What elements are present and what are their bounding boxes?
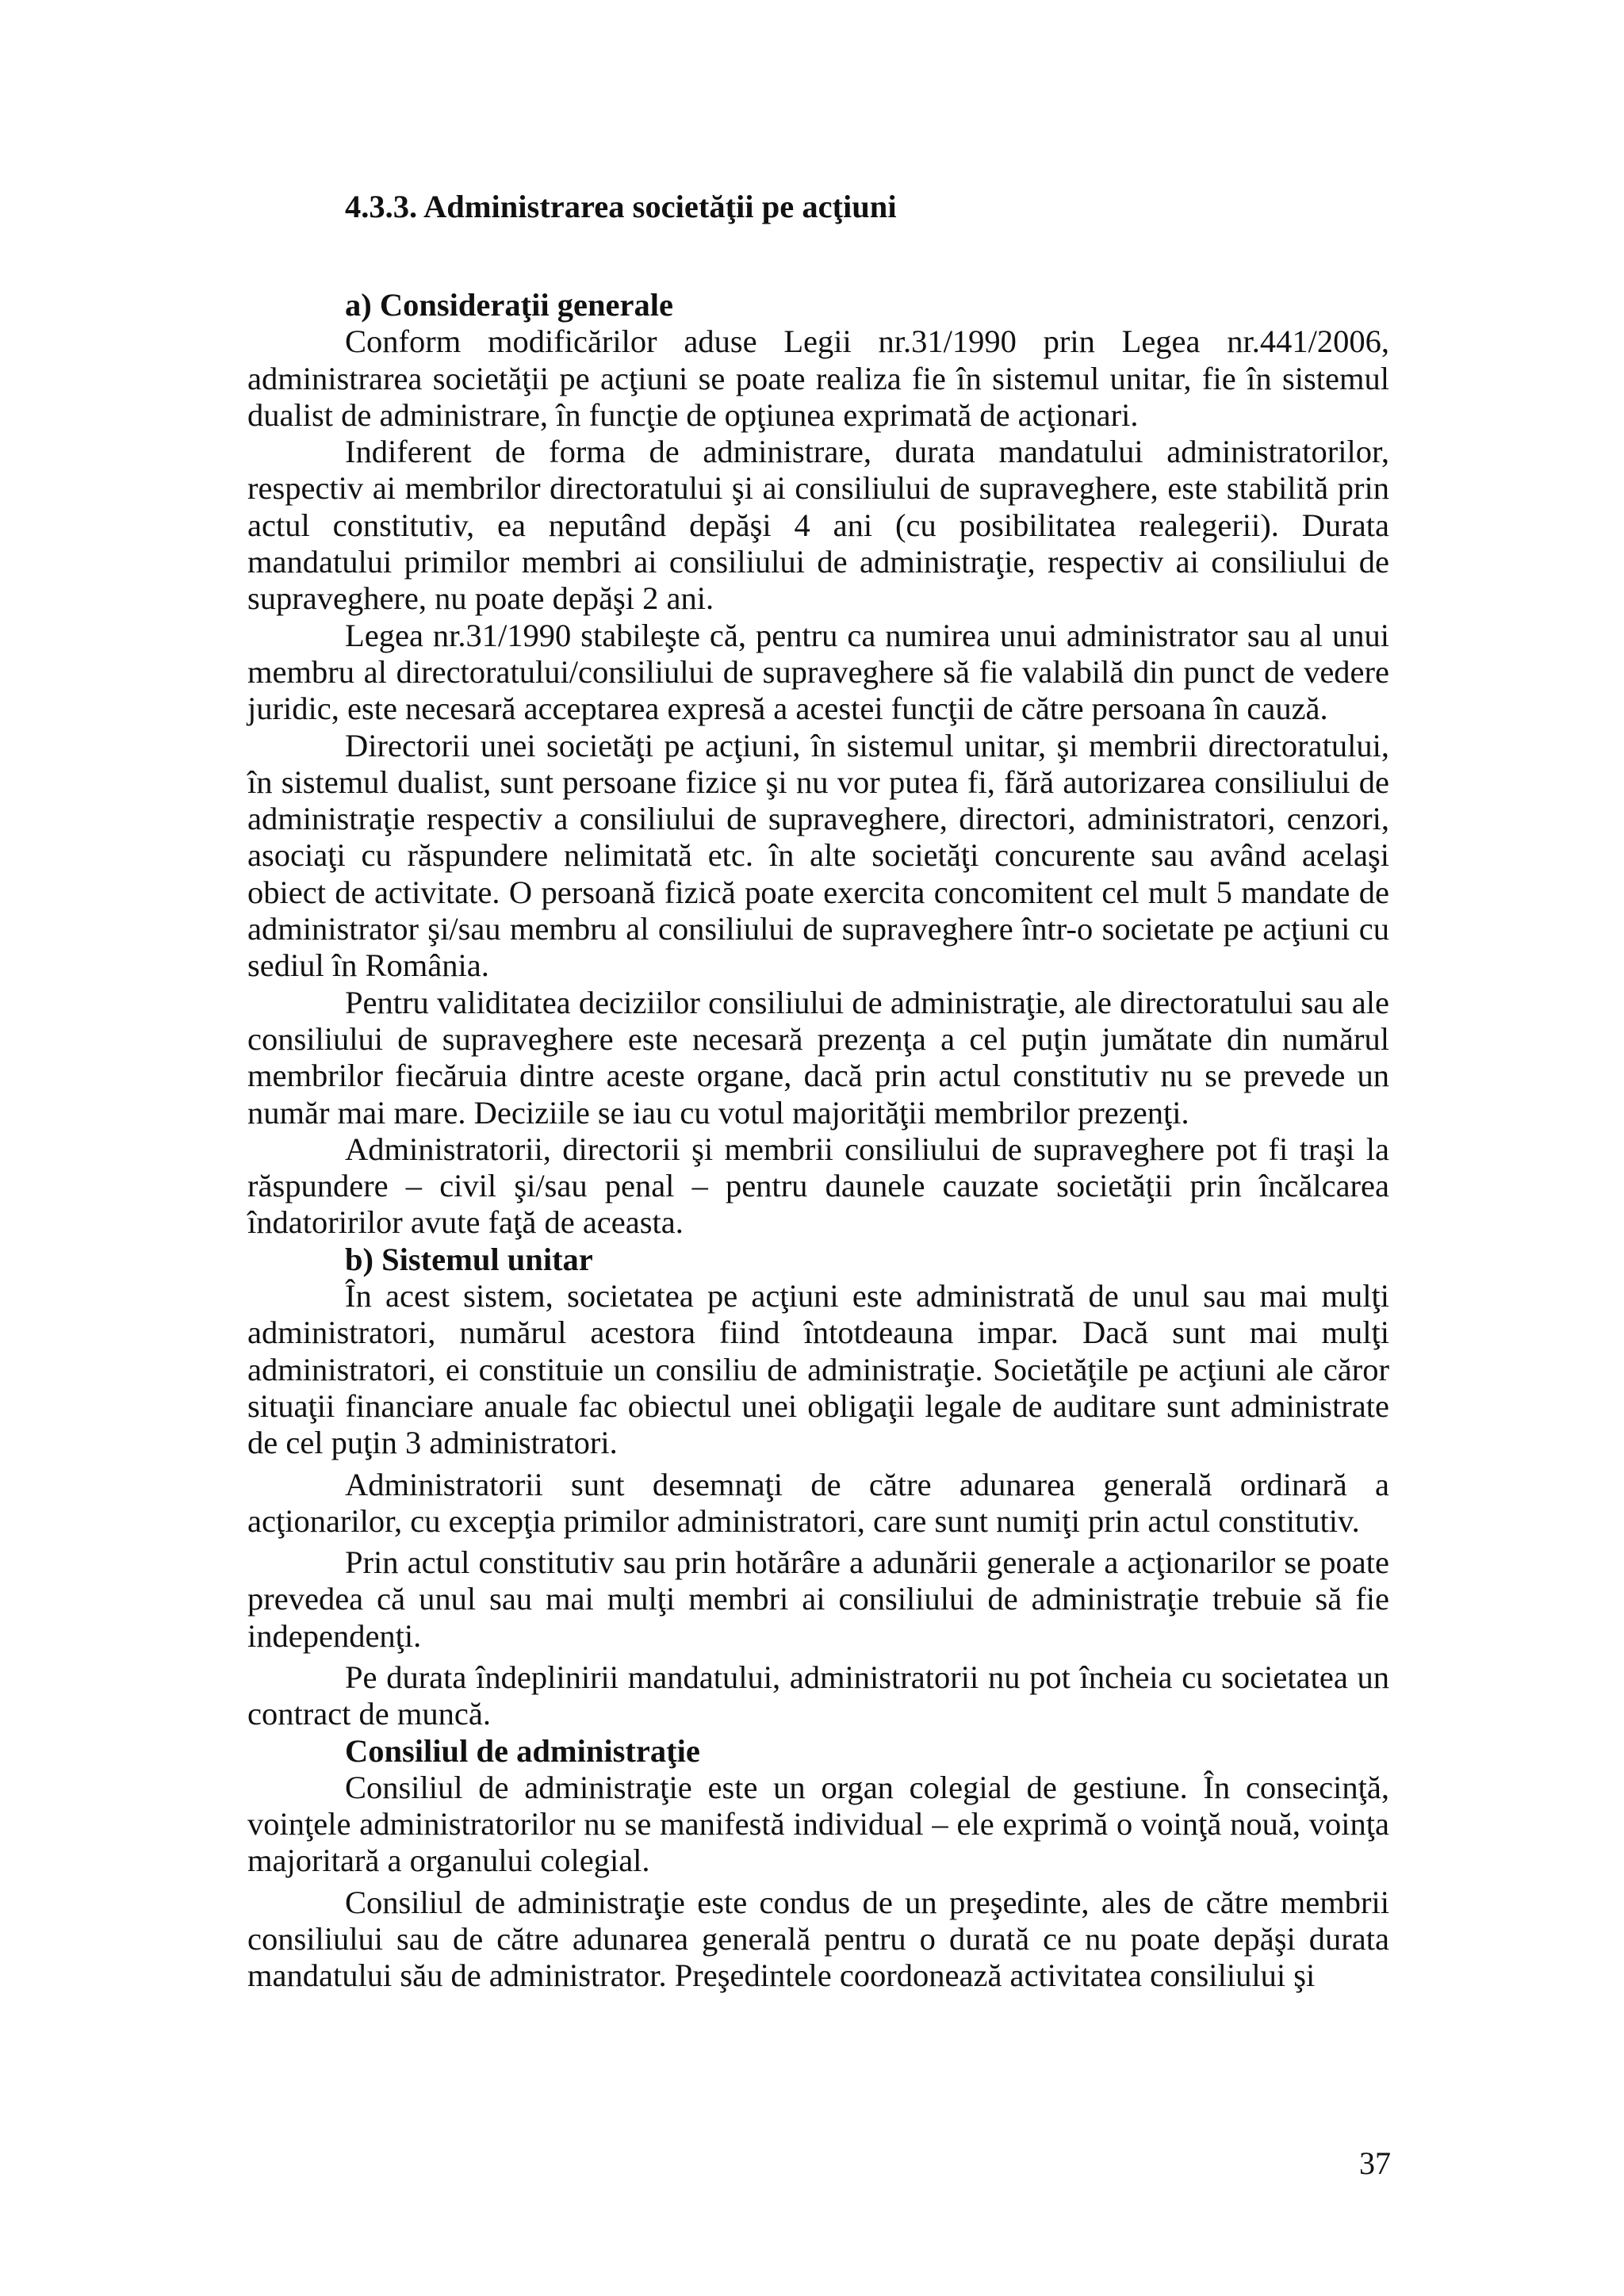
heading-unitary-system: b) Sistemul unitar — [345, 1241, 593, 1277]
page-number: 37 — [1359, 2145, 1391, 2181]
section-title: 4.3.3. Administrarea societăţii pe acţiuni — [345, 189, 897, 224]
paragraph: Administratorii, directorii şi membrii consiliului de supraveghere pot fi traşi la răspundere – civil şi/sau penal – pentru daunele cauzate societăţii prin încălcarea îndatoririlor avute faţă de aceasta. — [247, 1131, 1389, 1241]
document-page — [247, 189, 1389, 1995]
paragraph: Administratorii sunt desemnaţi de către adunarea generală ordinară a acţionarilor, cu excepţia primilor administratori, care sunt numiţi prin actul constitutiv. — [247, 1466, 1389, 1539]
paragraph: Directorii unei societăţi pe acţiuni, în sistemul unitar, şi membrii directoratului, în sistemul dualist, sunt persoane fizice şi nu vor putea fi, fără autorizarea consiliului de administraţie respectiv a consiliului de supraveghere, directori, administratori, cenzori, asociaţi cu răspundere nelimitată etc. în alte societăţi concurente sau având acelaşi obiect de activitate. O persoană fizică poate exercita concomitent cel mult 5 mandate de administrator şi/sau membru al consiliului de supraveghere într-o societate pe acţiuni cu sediul în România. — [247, 727, 1389, 984]
paragraph: În acest sistem, societatea pe acţiuni este administrată de unul sau mai mulţi administratori, numărul acestora fiind întotdeauna impar. Dacă sunt mai mulţi administratori, ei constituie un consiliu de administraţie. Societăţile pe acţiuni ale căror situaţii financiare anuale fac obiectul unei obligaţii legale de auditare sunt administrate de cel puţin 3 administratori. — [247, 1278, 1389, 1461]
paragraph: Pentru validitatea deciziilor consiliului de administraţie, ale directoratului sau ale consiliului de supraveghere este necesară prezenţa a cel puţin jumătate din numărul membrilor fiecăruia dintre aceste organe, dacă prin actul constitutiv nu se prevede un număr mai mare. Deciziile se iau cu votul majorităţii membrilor prezenţi. — [247, 984, 1389, 1131]
paragraph: Indiferent de forma de administrare, durata mandatului administratorilor, respectiv ai membrilor directoratului şi ai consiliului de supraveghere, este stabilită prin actul constitutiv, ea neputând depăşi 4 ani (cu posibilitatea realegerii). Durata mandatului primilor membri ai consiliului de administraţie, respectiv ai consiliului de supraveghere, nu poate depăşi 2 ani. — [247, 434, 1389, 617]
paragraph: Conform modificărilor aduse Legii nr.31/1990 prin Legea nr.441/2006, administrarea societăţii pe acţiuni se poate realiza fie în sistemul unitar, fie în sistemul dualist de administrare, în funcţie de opţiunea exprimată de acţionari. — [247, 323, 1389, 433]
paragraph: Consiliul de administraţie este condus de un preşedinte, ales de către membrii consiliului sau de către adunarea generală pentru o durată ce nu poate depăşi durata mandatului său de administrator. Preşedintele coordonează activitatea consiliului şi — [247, 1884, 1389, 1994]
paragraph: Consiliul de administraţie este un organ colegial de gestiune. În consecinţă, voinţele administratorilor nu se manifestă individual – ele exprimă o voinţă nouă, voinţa majoritară a organului colegial. — [247, 1769, 1389, 1879]
heading-board-of-directors: Consiliul de administraţie — [345, 1732, 700, 1769]
paragraph: Prin actul constitutiv sau prin hotărâre a adunării generale a acţionarilor se poate prevedea că unul sau mai mulţi membri ai consiliului de administraţie trebuie să fie independenţi. — [247, 1544, 1389, 1654]
spacer — [247, 225, 1389, 287]
paragraph: Legea nr.31/1990 stabileşte că, pentru ca numirea unui administrator sau al unui membru al directoratului/consiliului de supraveghere să fie valabilă din punct de vedere juridic, este necesară acceptarea expresă a acestei funcţii de către persoana în cauză. — [247, 617, 1389, 727]
paragraph: Pe durata îndeplinirii mandatului, administratorii nu pot încheia cu societatea un contract de muncă. — [247, 1659, 1389, 1732]
heading-general-considerations: a) Consideraţii generale — [345, 287, 673, 323]
